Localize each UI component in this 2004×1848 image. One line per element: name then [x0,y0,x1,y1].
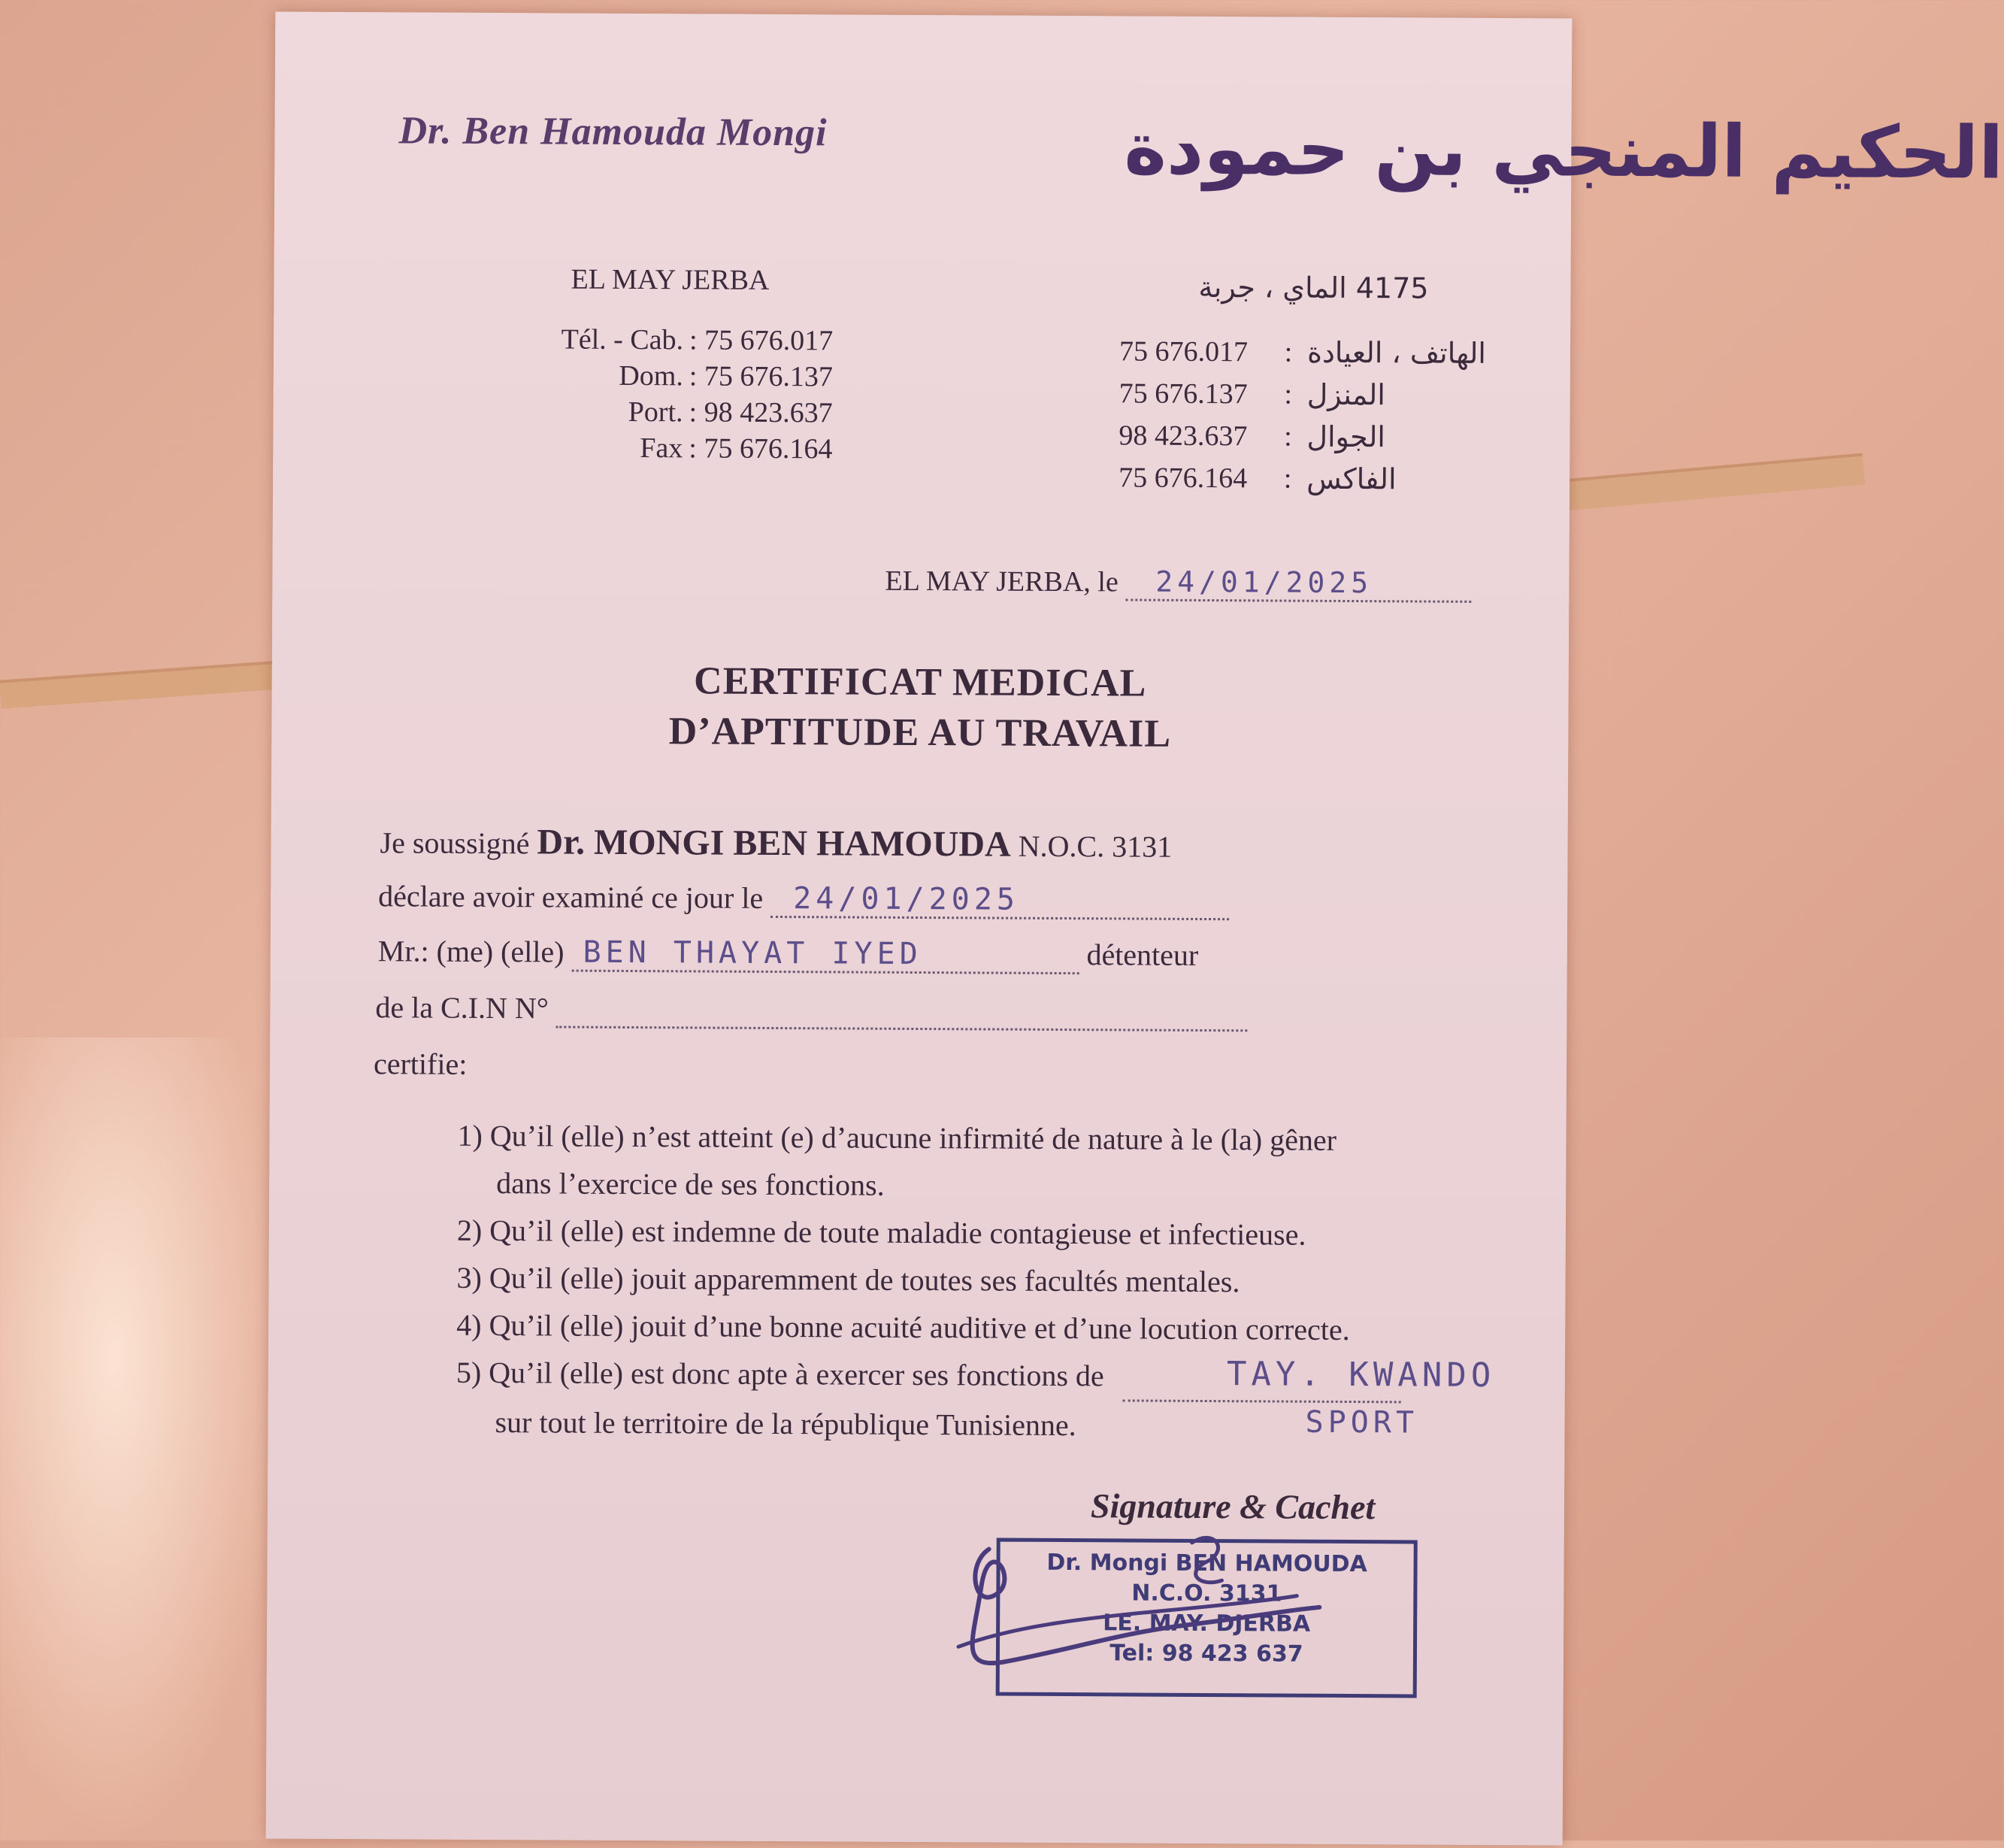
cin-label: de la C.I.N N° [375,990,549,1025]
certificate-title-line1: CERTIFICAT MEDICAL [693,659,1147,705]
phone-label-ar: المنزل [1306,377,1385,412]
handwritten-job: TAY. KWANDO [1226,1355,1496,1395]
phone-row-ar [1119,330,1486,374]
intro-prefix: Je soussigné [380,826,530,861]
light-reflection [0,1038,286,1840]
place-date-label: EL MAY JERBA, le [885,565,1119,598]
phone-row [514,321,833,359]
phone-separator: : [1284,336,1293,368]
handwritten-exam-date: 24/01/2025 [793,881,1020,917]
list-item: sur tout le territoire de la république Tunisienne. [495,1405,1076,1443]
doctor-name-arabic: الحكيم المنجي بن حمودة [1124,106,2004,195]
address-arabic: 4175 الماي ، جربة [1198,270,1429,305]
handwritten-signature [943,1519,1395,1716]
list-item: 2) Qu’il (elle) est indemne de toute maladie contagieuse et infectieuse. [456,1213,1306,1252]
phone-value-ar: 75 676.164 [1119,462,1248,495]
list-item: 1) Qu’il (elle) n’est atteint (e) d’aucune infirmité de nature à le (la) gêner [457,1118,1337,1157]
phone-label: Tél. - Cab. [561,323,684,356]
phone-label-ar: الفاكس [1306,462,1397,496]
phone-row-ar [1119,414,1485,459]
phone-value-ar: 75 676.137 [1119,377,1248,410]
handwritten-date: 24/01/2025 [1155,565,1373,600]
phone-label: Fax [640,432,683,465]
certificate-paper [266,12,2004,1846]
stamp-line: Tel: 98 423 637 [1109,1640,1303,1668]
phone-row-ar [1119,456,1485,501]
noc-number: N.O.C. 3131 [1018,829,1173,864]
handwritten-patient-name: BEN THAYAT IYED [583,935,922,972]
phones-arabic [1119,330,1486,501]
stamp-line: LE. MAY. DJERBA [1103,1610,1311,1637]
date-field [1125,565,1471,602]
exam-date-field [770,880,1229,920]
mr-label: Mr.: (me) (elle) [377,934,565,969]
intro-line [380,820,1172,866]
address-french: EL MAY JERBA [571,263,770,296]
cin-line [375,989,1248,1032]
phone-value-ar: 98 423.637 [1119,420,1248,453]
phone-value: : 75 676.017 [689,324,834,357]
certifie-label: certifie: [373,1047,468,1081]
phones-french [513,321,833,467]
certification-items [456,1112,1402,1451]
exam-date-line [378,878,1229,920]
wall-crack-right [1563,453,1865,511]
phone-label-ar: الجوال [1306,420,1386,454]
phone-row-ar [1119,372,1486,417]
phone-separator: : [1283,462,1292,495]
list-item: 4) Qu’il (elle) jouit d’une bonne acuité auditive et d’une locution correcte. [456,1307,1350,1347]
phone-row [513,429,832,467]
phone-separator: : [1284,420,1292,453]
patient-line [378,933,1199,975]
handwritten-job-sport: SPORT [1305,1404,1419,1441]
list-item: dans l’exercice de ses fonctions. [496,1166,885,1202]
cin-value [556,991,579,1025]
cin-field [556,990,1248,1032]
phone-value: : 75 676.137 [689,360,834,393]
phone-value: : 75 676.164 [689,432,833,465]
stamp-line: N.C.O. 3131 [1131,1580,1282,1607]
phone-label: Port. [628,395,683,429]
wall-crack-left [0,658,316,708]
doctor-name-bold: Dr. MONGI BEN HAMOUDA [537,822,1011,865]
phone-label-ar: الهاتف ، العيادة [1306,335,1487,370]
list-item-text: 5) Qu’il (elle) est donc apte à exercer ses fonctions de [456,1355,1104,1393]
doctor-name-script: Dr. Ben Hamouda Mongi [398,109,828,155]
phone-value-ar: 75 676.017 [1119,335,1249,368]
phone-separator: : [1284,378,1293,410]
phone-value: : 98 423.637 [689,396,833,429]
place-date-line [885,564,1471,603]
declare-text: déclare avoir examiné ce jour le [378,879,764,915]
list-item: 3) Qu’il (elle) jouit apparemment de toutes ses facultés mentales. [456,1260,1240,1299]
phone-label: Dom. [619,359,683,392]
stamp-line: Dr. Mongi BEN HAMOUDA [1046,1549,1367,1578]
patient-field [571,935,1079,975]
phone-row [513,393,832,431]
signature-label: Signature & Cachet [1090,1486,1376,1527]
certificate-title-line2: D’APTITUDE AU TRAVAIL [668,710,1172,756]
holder-text: détenteur [1086,938,1199,972]
phone-row [514,357,833,395]
